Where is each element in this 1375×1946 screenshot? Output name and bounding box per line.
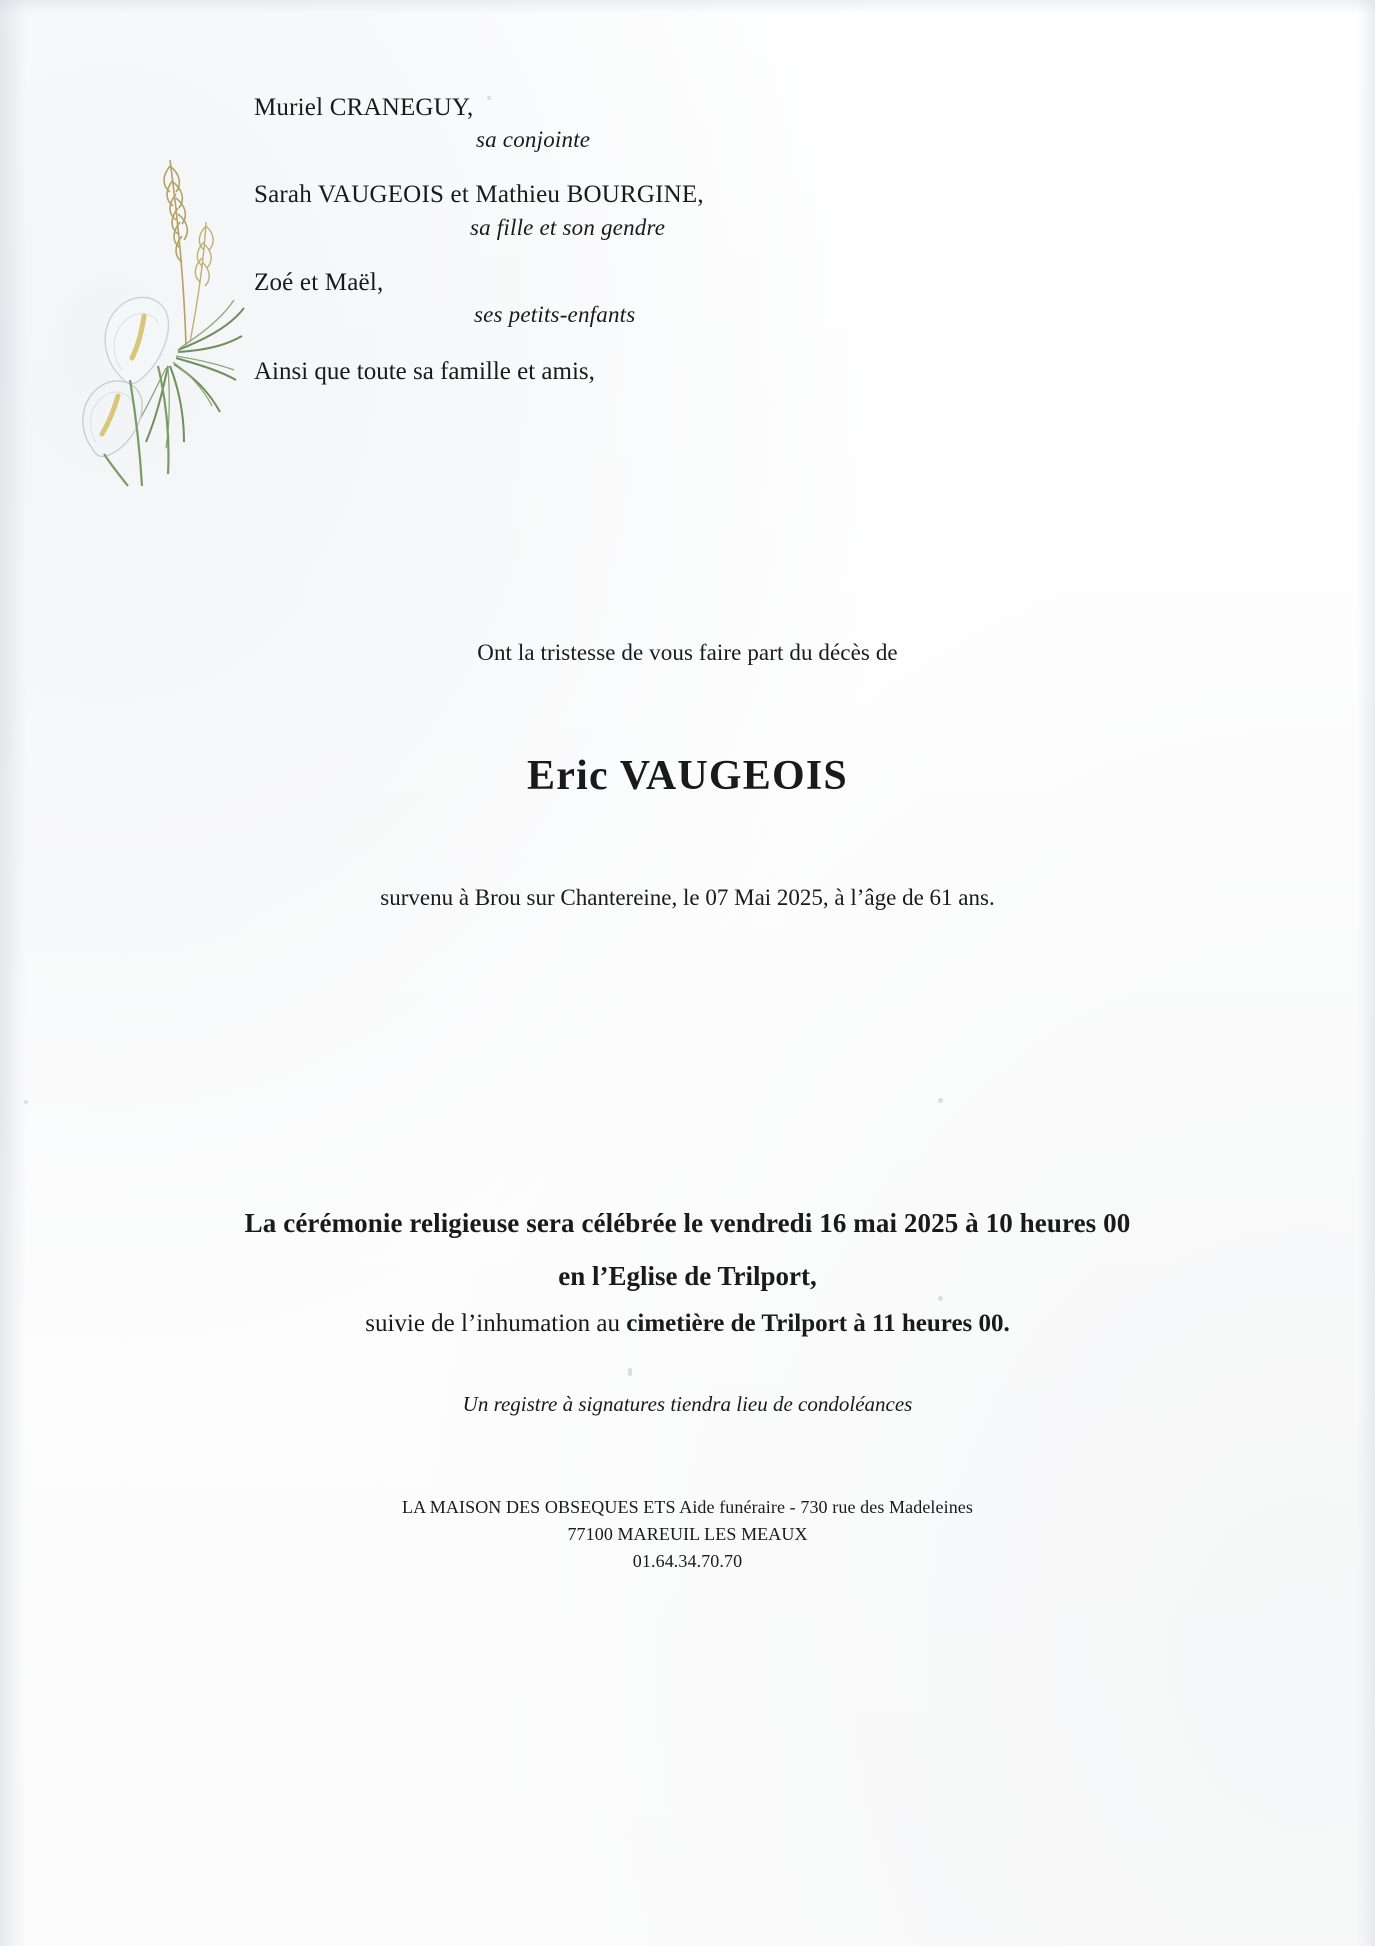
ceremony-line-3: [0, 1310, 1375, 1338]
ceremony-line-1: La cérémonie religieuse sera célébrée le vendredi 16 mai 2025 à 10 heures 00: [244, 1208, 1131, 1238]
footer-line-3: 01.64.34.70.70: [632, 1551, 743, 1571]
family-member-name-1: Muriel CRANEGUY,: [254, 94, 474, 121]
family-member-relation-3: ses petits-enfants: [474, 301, 636, 327]
calla-lily-flowers-icon: [58, 130, 248, 490]
scan-speck: [938, 1098, 943, 1103]
footer-block: [0, 1494, 1375, 1575]
family-block: [254, 92, 1014, 386]
family-member-relation-1: sa conjointe: [476, 127, 591, 153]
family-member-relation-2: sa fille et son gendre: [470, 214, 666, 240]
deceased-name: Eric VAUGEOIS: [527, 753, 848, 799]
scan-speck: [628, 1368, 632, 1376]
ceremony-line-3-strong: cimetière de Trilport à 11 heures 00.: [626, 1310, 1010, 1337]
footer-line-1: LA MAISON DES OBSEQUES ETS Aide funéraire - 730 rue des Madeleines: [401, 1497, 973, 1517]
death-details: survenu à Brou sur Chantereine, le 07 Mai 2025, à l’âge de 61 ans.: [380, 885, 995, 910]
footer-line-2: 77100 MAREUIL LES MEAUX: [567, 1524, 808, 1544]
page-edge-shadow-top: [0, 0, 1375, 14]
ceremony-line-2: en l’Eglise de Trilport,: [558, 1261, 817, 1291]
family-member-name-3: Zoé et Maël,: [254, 268, 384, 296]
ceremony-line-3-prefix: suivie de l’inhumation au: [365, 1310, 627, 1337]
scan-speck: [24, 1100, 28, 1104]
page-edge-shadow-left: [0, 0, 26, 1946]
family-member-name-2: Sarah VAUGEOIS et Mathieu BOURGINE,: [254, 181, 704, 209]
announcement-line: Ont la tristesse de vous faire part du décès de: [477, 640, 898, 665]
page-edge-shadow-right: [1357, 0, 1375, 1946]
ceremony-block: [0, 1208, 1375, 1338]
family-closing-line: Ainsi que toute sa famille et amis,: [254, 357, 595, 385]
register-note: Un registre à signatures tiendra lieu de condoléances: [462, 1392, 913, 1416]
